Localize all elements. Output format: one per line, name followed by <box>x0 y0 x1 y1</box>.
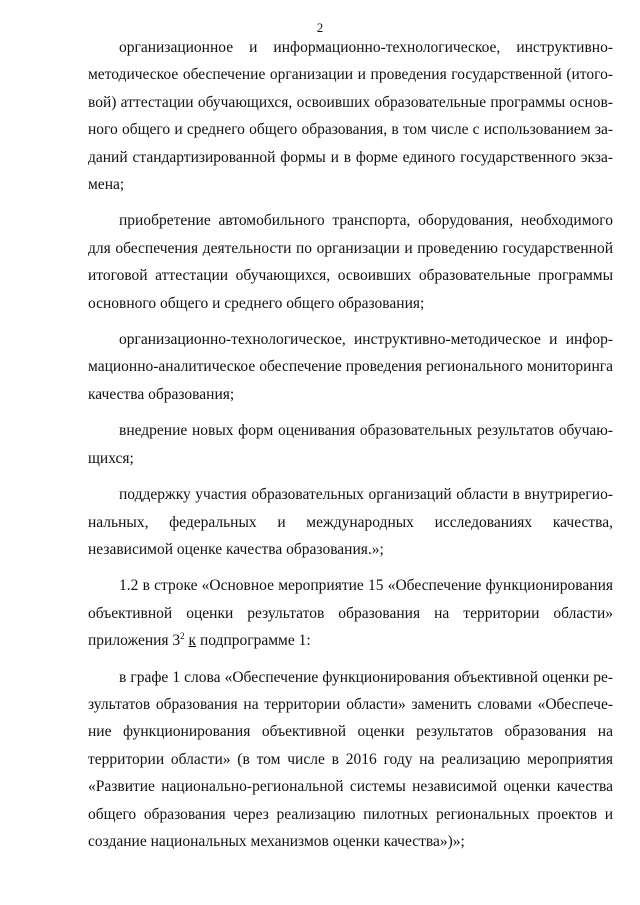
amendment-text-end: подпрограмме 1: <box>196 632 311 650</box>
paragraph-exam-support: организационное и информационно-технологическое, инструктивно-методическое обеспечение организации и проведения государственной (итоговой) аттестации обучающихся, освоивших образовательные программы основного общего и среднего общего образования, в том числе с использованием заданий стандартизированной формы и в форме единого государственного экзамена; <box>88 39 613 194</box>
underlined-preposition: к <box>188 632 197 650</box>
paragraph-transport-purchase: приобретение автомобильного транспорта, оборудования, необходимого для обеспечения деятельности по организации и проведению государственной итоговой аттестации обучающихся, освоивших образовательные программы основного общего и среднего общего образования; <box>88 212 613 312</box>
superscript-mark: 2 <box>180 630 185 641</box>
amendment-text: 1.2 в строке «Основное мероприятие 15 «Обеспечение функционирования объективной оценки результатов образования на территории области» приложения 3 <box>88 577 613 650</box>
paragraph-monitoring-support: организационно-технологическое, инструктивно-методическое и информационно-аналитическое обеспечение проведения регионального мониторинга качества образования; <box>88 331 613 403</box>
paragraph-new-assessment-forms: внедрение новых форм оценивания образовательных результатов обучающихся; <box>88 422 613 467</box>
paragraph-column-1-replacement: в графе 1 слова «Обеспечение функционирования объективной оценки результатов образования на территории области» заменить словами «Обеспечение функционирования объективной оценки результатов образования на территории области» (в том числе в 2016 году на реализацию мероприятия «Развитие национально-региональной системы независимой оценки качества общего образования через реализацию пилотных региональных проектов и создание национальных механизмов оценки качества»)»; <box>88 668 613 850</box>
paragraph-amendment-1-2 <box>88 572 613 654</box>
paragraph-research-participation: поддержку участия образовательных организаций области в внутрирегиональных, федеральных и международных исследованиях качества, независимой оценке качества образования.»; <box>88 486 613 558</box>
document-body <box>88 34 613 864</box>
page-number: 2 <box>316 20 324 35</box>
